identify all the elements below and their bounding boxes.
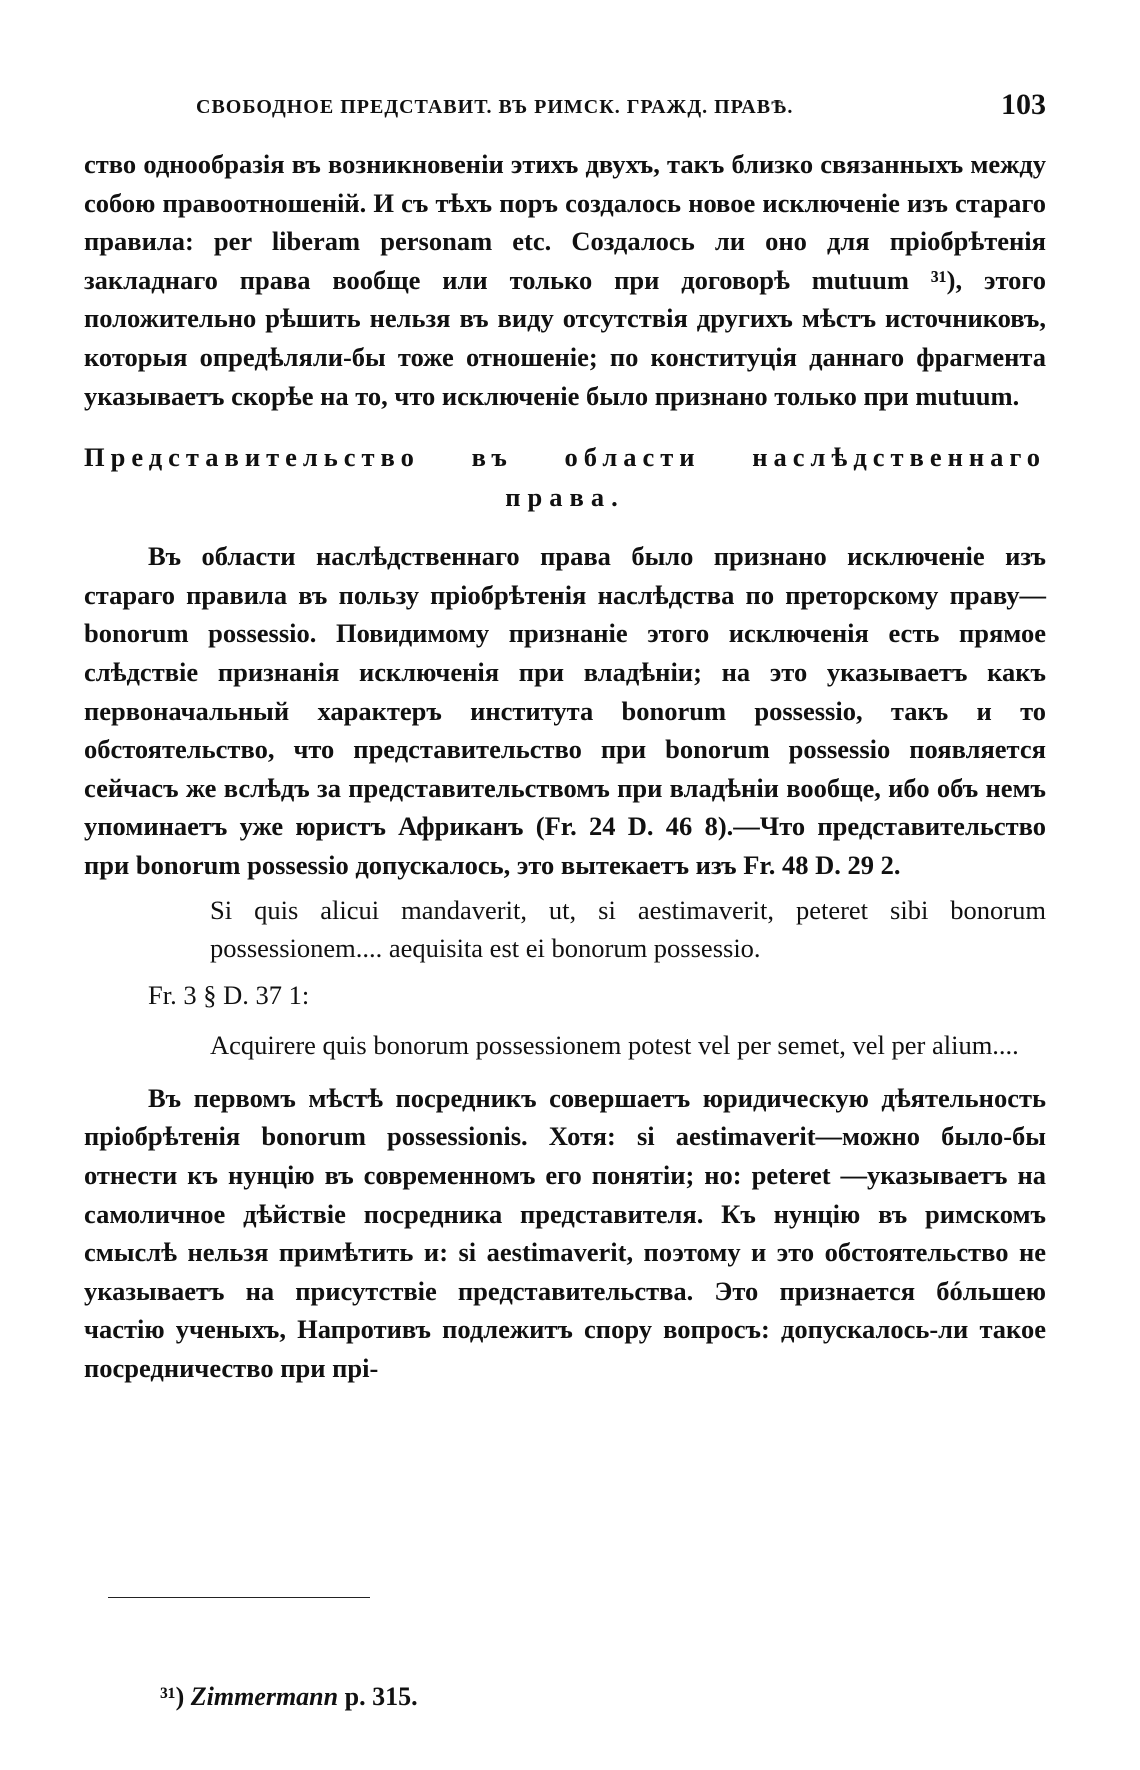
footnote [160,1682,418,1712]
latin-quote-2-text: Acquirere quis bonorum possessionem potest vel per semet, vel per alium.... [210,1030,1019,1061]
paragraph-3: Въ первомъ мѣстѣ посредникъ совершаетъ юридическую дѣятельность пріобрѣтенія bonorum possessionis. Хотя: si aestimaverit—можно было-бы отнести къ нунцію въ современномъ его понятіи; но: peteret —указываетъ на самоличное дѣйствіе посредника представителя. Къ нунцію въ римскомъ смыслѣ нельзя примѣтить и: si aestimaverit, поэтому и это обстоятельство не указываетъ на присутствіе представительства. Это признается бóльшею частію ученыхъ, Напротивъ подлежитъ спору вопросъ: допускалось-ли такое посредничество при прі- [84,1082,1046,1384]
footnote-marker: ³¹) [160,1682,185,1711]
page-number: 103 [1001,88,1046,121]
main-text [84,145,1046,1388]
footnote-rule [108,1597,370,1598]
section-heading-line-1: Представительство въ области наслѣдственнаго [84,442,1046,473]
source-citation: Fr. 3 § D. 37 1: [148,979,310,1010]
section-heading-line-2: права. [505,482,625,513]
footnote-author: Zimmermann [190,1682,339,1711]
paragraph-1: ство однообразія въ возникновеніи этихъ двухъ, такъ близко связанныхъ между собою правоотношеній. И съ тѣхъ поръ создалось новое исключеніе изъ стараго правила: per liberam personam etc. Создалось ли оно для пріобрѣтенія закладнаго права вообще или только при договорѣ mutuum ³¹), этого положительно рѣшить нельзя въ виду отсутствія другихъ мѣстъ источниковъ, которыя опредѣляли-бы тоже отношеніе; по конституція даннаго фрагмента указываетъ скорѣе на то, что исключеніе было признано только при mutuum. [84,149,1046,411]
footnote-reference: p. 315. [344,1682,418,1711]
page-header [84,88,1046,128]
latin-quote-2 [210,1026,1046,1065]
section-heading [84,437,1046,517]
latin-quote-1-text: Si quis alicui mandaverit, ut, si aestimaverit, peteret sibi bonorum possessionem.... aequisita est ei bonorum possessio. [210,894,1046,964]
running-title: СВОБОДНОЕ ПРЕДСТАВИТ. ВЪ РИМСК. ГРАЖД. ПРАВѢ. [196,96,794,118]
paragraph-2: Въ области наслѣдственнаго права было признано исключеніе изъ стараго правила въ пользу пріобрѣтенія наслѣдства по преторскому праву—bonorum possessio. Повидимому признаніе этого исключенія есть прямое слѣдствіе признанія исключенія при владѣніи; на это указываетъ какъ первоначальный характеръ института bonorum possessio, такъ и то обстоятельство, что представительство при bonorum possessio появляется сейчасъ же вслѣдъ за представительствомъ при владѣніи вообще, ибо объ немъ упоминаетъ уже юристъ Африканъ (Fr. 24 D. 46 8).—Что представительство при bonorum possessio допускалось, это вытекаетъ изъ Fr. 48 D. 29 2. [84,541,1046,880]
latin-quote-1 [210,891,1046,968]
